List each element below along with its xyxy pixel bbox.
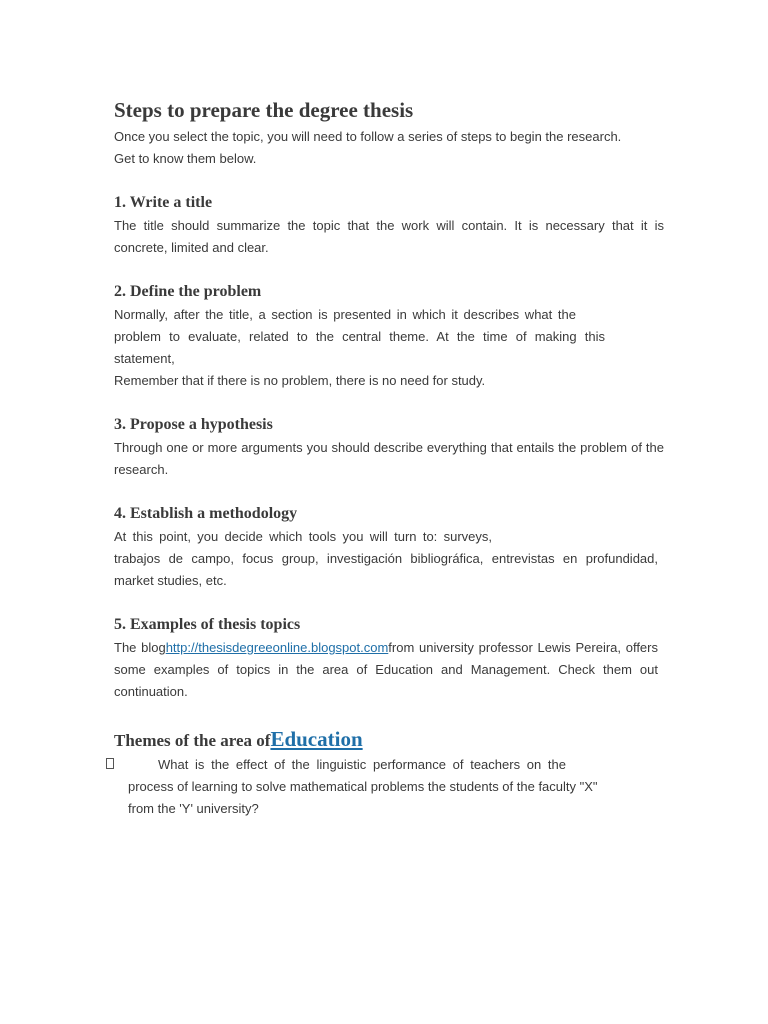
body-line: problem to evaluate, related to the central theme. At the time of making this statement, — [114, 329, 605, 366]
section-heading: 2. Define the problem — [114, 283, 262, 300]
body-line: Normally, after the title, a section is presented in which it describes what the — [114, 307, 576, 322]
section-heading: 3. Propose a hypothesis — [114, 416, 273, 433]
question-line: What is the effect of the linguistic performance of teachers on the — [158, 757, 566, 772]
question-line: process of learning to solve mathematical problems the students of the faculty "X" — [128, 779, 598, 794]
section-heading: 4. Establish a methodology — [114, 505, 298, 522]
section-define-problem — [114, 281, 664, 392]
body-line: Through one or more arguments you should describe everything that entails the problem of the — [114, 440, 664, 455]
blog-text-after: from university professor Lewis Pereira, offers — [388, 640, 658, 655]
themes-heading-prefix: Themes of the area of — [114, 731, 271, 750]
section-heading: 5. Examples of thesis topics — [114, 616, 301, 633]
education-link[interactable]: Education — [270, 727, 363, 751]
question-text — [128, 754, 610, 820]
question-item — [114, 754, 610, 820]
blog-text: The blog — [114, 640, 166, 655]
section-heading: 1. Write a title — [114, 194, 213, 211]
blog-link[interactable]: http://thesisdegreeonline.blogspot.com — [165, 640, 389, 655]
document-page — [114, 96, 664, 820]
body-line: The title should summarize the topic that the work will contain. It is necessary that it is — [114, 218, 664, 233]
section-write-title — [114, 192, 664, 259]
section-propose-hypothesis — [114, 414, 664, 481]
section-body — [114, 215, 664, 259]
body-line — [114, 637, 658, 659]
section-body — [114, 304, 664, 392]
body-line: trabajos de campo, focus group, investigación bibliográfica, entrevistas en profundidad, — [114, 551, 658, 566]
section-body — [114, 526, 664, 592]
section-establish-methodology — [114, 503, 664, 592]
section-body — [114, 637, 664, 703]
body-line: concrete, limited and clear. — [114, 240, 269, 255]
intro-paragraph — [114, 126, 664, 170]
section-examples-topics — [114, 614, 664, 703]
body-line: Remember that if there is no problem, there is no need for study. — [114, 373, 486, 388]
themes-heading — [114, 726, 664, 754]
intro-line-1: Once you select the topic, you will need to follow a series of steps to begin the research. — [114, 129, 622, 144]
body-line: some examples of topics in the area of Education and Management. Check them out — [114, 662, 658, 677]
document-title: Steps to prepare the degree thesis — [114, 98, 414, 122]
question-line: from the 'Y' university? — [128, 801, 259, 816]
bullet-icon — [106, 758, 114, 769]
body-line: continuation. — [114, 684, 188, 699]
body-line: market studies, etc. — [114, 573, 227, 588]
intro-line-2: Get to know them below. — [114, 151, 257, 166]
body-line: research. — [114, 462, 169, 477]
body-line: At this point, you decide which tools you will turn to: surveys, — [114, 529, 492, 544]
section-body — [114, 437, 664, 481]
